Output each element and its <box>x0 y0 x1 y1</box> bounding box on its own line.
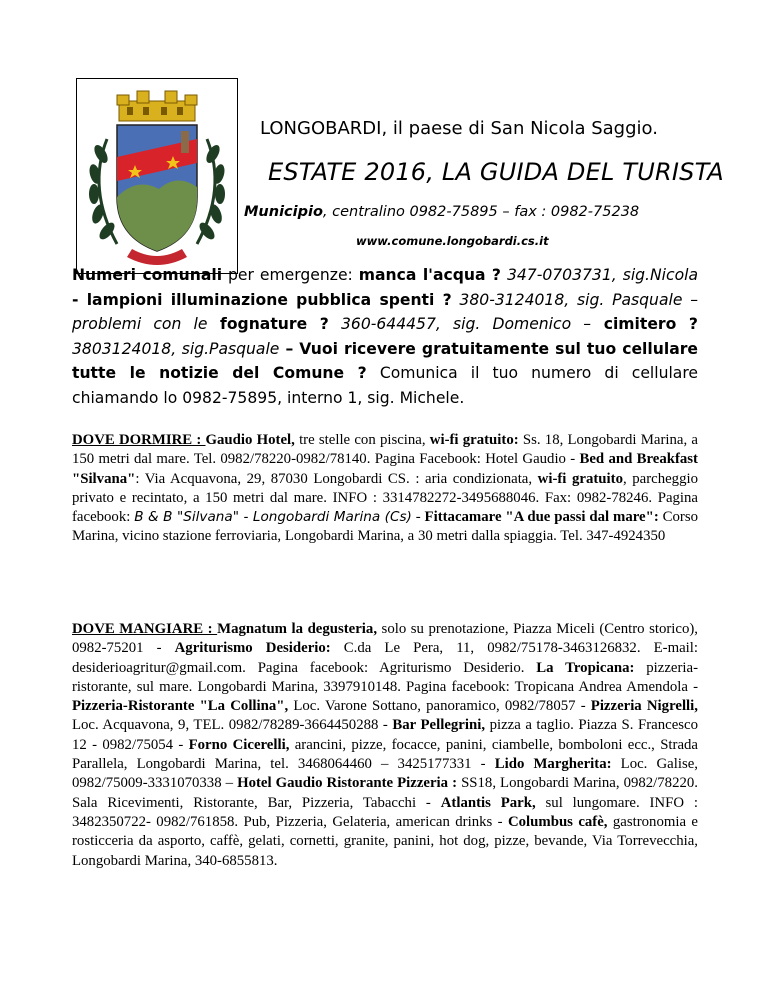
sleep-text: Fittacamare "A due passi dal mare": <box>424 509 659 526</box>
eat-text: Magnatum la degusteria, <box>217 621 378 637</box>
sleep-text: wi-fi gratuito <box>537 470 623 487</box>
sleep-text: : Via Acquavona, 29, 87030 Longobardi CS. : aria condizionata, <box>135 470 538 487</box>
municipio-phones: , centralino 0982-75895 – fax : 0982-75238 <box>322 204 640 220</box>
eat-text: Atlantis Park, <box>440 794 536 811</box>
coat-of-arms-icon <box>77 79 237 273</box>
emergency-numbers-paragraph <box>72 263 698 411</box>
eat-text: Pizzeria-Ristorante "La Collina", <box>72 698 289 715</box>
eat-text: C.da Le Pera, 11, 0982/75178-3463126832. E-mail: desiderioagritur@gmail.com. Pagina facebook: Agriturismo Desiderio. <box>72 640 698 676</box>
guide-title: ESTATE 2016, LA GUIDA DEL TURISTA <box>268 158 724 186</box>
eat-text: Forno Cicerelli, <box>188 736 290 753</box>
municipio-label: Municipio <box>244 204 323 220</box>
municipio-contacts <box>244 204 639 220</box>
intro-text: – Vuoi ricevere gratuitamente sul tuo cellulare tutte le notizie del Comune ? <box>72 339 698 383</box>
eat-text: Hotel Gaudio Ristorante Pizzeria : <box>237 775 458 792</box>
section-heading: DOVE MANGIARE : <box>72 621 218 637</box>
sleep-text: Bed and Breakfast "Silvana" <box>72 451 698 487</box>
website-link[interactable]: www.comune.longobardi.cs.it <box>356 234 549 248</box>
section-heading: DOVE DORMIRE : <box>72 432 206 448</box>
sleep-text: tre stelle con piscina, <box>294 432 430 448</box>
eat-text: Bar Pellegrini, <box>392 717 486 734</box>
eat-text: arancini, pizze, focacce, panini, ciambelle, bomboloni ecc., Strada Parallela, Longobardi Marina, tel. 3468064460 – 3425177331 - <box>72 736 699 773</box>
intro-text: manca l'acqua ? <box>358 266 501 284</box>
where-to-sleep-section <box>72 431 698 547</box>
eat-text: pizzeria-ristorante, sul mare. Longobardi Marina, 3397910148. Pagina facebook: Tropicana Andrea Amendola - <box>72 659 699 695</box>
eat-text: Loc. Galise, 0982/75009-3331070338 – <box>72 756 698 792</box>
eat-text: pizza a taglio. Piazza S. Francesco 12 - 0982/75054 - <box>72 717 698 753</box>
sleep-text: wi-fi gratuito: <box>429 432 519 448</box>
eat-text: Agriturismo Desiderio: <box>174 640 331 657</box>
crest-frame <box>76 78 238 274</box>
intro-text: 3803124018, sig.Pasquale <box>72 339 280 358</box>
intro-text: Numeri comunali <box>72 266 223 284</box>
sleep-text: Ss. 18, Longobardi Marina, a 150 metri dal mare. Tel. 0982/78220-0982/78140. Pagina Facebook: Hotel Gaudio - <box>72 432 698 468</box>
intro-text: 360-644457, sig. Domenico – <box>328 315 592 334</box>
intro-text: 380-3124018, sig. Pasquale – problemi con le <box>72 290 698 334</box>
eat-text: Loc. Acquavona, 9, TEL. 0982/78289-3664450288 - <box>72 717 393 734</box>
eat-text: solo su prenotazione, Piazza Miceli (Centro storico), 0982-75201 - <box>72 621 699 657</box>
intro-text: Comunica il tuo numero di cellulare chiamando lo 0982-75895, interno 1, sig. Michele. <box>72 364 699 407</box>
eat-text: sul lungomare. INFO : 3482350722- 0982/761858. Pub, Pizzeria, Gelateria, american drinks - <box>72 794 698 830</box>
eat-text: La Tropicana: <box>536 659 635 676</box>
intro-text: fognature ? <box>207 315 329 334</box>
eat-text: SS18, Longobardi Marina, 0982/78220. Sala Ricevimenti, Ristorante, Bar, Pizzeria, Tabacchi - <box>72 775 698 811</box>
where-to-eat-section <box>72 620 698 871</box>
intro-text: cimitero ? <box>591 315 698 334</box>
eat-text: Lido Margherita: <box>494 756 612 773</box>
eat-text: gastronomia e rosticceria da asporto, caffè, gelati, cornetti, granite, panini, hot dog, pizze, bevande, Via Torrevecchia, Longobardi Marina, 340-6855813. <box>72 813 698 869</box>
sleep-text: Corso Marina, vicino stazione ferroviaria, Longobardi Marina, a 30 metri dalla spiaggia. Tel. 347-4924350 <box>72 509 698 545</box>
intro-text: - lampioni illuminazione pubblica spenti ? <box>72 290 452 309</box>
sleep-text: , parcheggio privato e recintato, a 150 metri dal mare. INFO : 3314782272-3495688046. Fax: 0982-78246. Pagina facebook: <box>72 470 698 526</box>
eat-text: Loc. Varone Sottano, panoramico, 0982/78057 - <box>288 698 591 715</box>
town-line: LONGOBARDI, il paese di San Nicola Saggio. <box>260 118 658 139</box>
intro-text: 347-0703731, sig.Nicola <box>500 266 699 284</box>
sleep-text: Gaudio Hotel, <box>205 432 295 448</box>
eat-text: Columbus cafè, <box>507 813 608 830</box>
intro-text: per emergenze: <box>222 266 359 284</box>
sleep-text: B & B "Silvana" - Longobardi Marina (Cs) <box>134 509 412 526</box>
sleep-text: - <box>411 509 425 526</box>
eat-text: Pizzeria Nigrelli, <box>590 698 698 715</box>
